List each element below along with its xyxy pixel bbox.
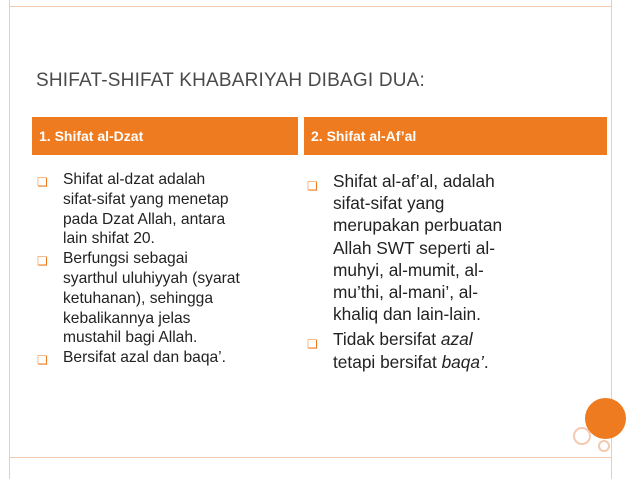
list-line: mustahil bagi Allah. <box>63 329 198 347</box>
small-outline-circle-icon <box>598 440 610 452</box>
left-column-body <box>37 170 299 368</box>
frame-bottom-line <box>9 457 612 458</box>
emphasis-text: baqa’ <box>441 351 484 372</box>
list-item <box>307 170 577 325</box>
list-line: lain shifat 20. <box>63 230 155 248</box>
slide-title: SHIFAT-SHIFAT KHABARIYAH DIBAGI DUA: <box>36 70 426 91</box>
list-line: sifat-sifat yang <box>333 193 445 214</box>
list-item <box>307 328 577 372</box>
bullet-icon: ❏ <box>307 337 318 352</box>
orange-circle-icon <box>585 398 626 439</box>
list-line: mu’thi, al-mani’, al- <box>333 282 479 303</box>
bullet-icon: ❏ <box>307 179 318 193</box>
bullet-icon: ❏ <box>37 353 48 368</box>
list-line: kebalikannya jelas <box>63 309 191 327</box>
frame-top-line <box>9 6 612 7</box>
bullet-icon: ❏ <box>37 175 48 189</box>
list-line: muhyi, al-mumit, al- <box>333 259 484 280</box>
frame-left-line <box>9 0 10 479</box>
list-line <box>333 351 577 373</box>
emphasis-text: azal <box>440 329 473 350</box>
list-line <box>333 328 577 350</box>
list-line: Berfungsi sebagai <box>63 250 188 268</box>
list-item <box>37 249 299 348</box>
left-column-header: 1. Shifat al-Dzat <box>32 117 298 155</box>
right-column-body <box>307 170 577 373</box>
list-item <box>37 348 299 368</box>
list-line: Allah SWT seperti al- <box>333 237 495 258</box>
text-segment: . <box>483 351 489 372</box>
list-line: Shifat al-dzat adalah <box>63 171 206 188</box>
list-line: khaliq dan lain-lain. <box>333 304 481 325</box>
text-segment: tetapi bersifat <box>333 351 442 372</box>
list-line: syarthul uluhiyyah (syarat <box>63 269 240 287</box>
list-line: merupakan perbuatan <box>333 215 503 236</box>
list-line: sifat-sifat yang menetap <box>63 190 229 208</box>
list-line: pada Dzat Allah, antara <box>63 210 226 228</box>
list-line: Shifat al-af’al, adalah <box>333 171 495 191</box>
list-line: ketuhanan), sehingga <box>63 289 213 307</box>
list-item <box>37 170 299 249</box>
text-segment: Tidak bersifat <box>333 329 441 350</box>
white-ring-icon <box>573 427 591 445</box>
bullet-icon: ❏ <box>37 254 48 269</box>
list-line: Bersifat azal dan baqa’. <box>63 349 226 367</box>
right-column-header: 2. Shifat al-Af’al <box>304 117 607 155</box>
